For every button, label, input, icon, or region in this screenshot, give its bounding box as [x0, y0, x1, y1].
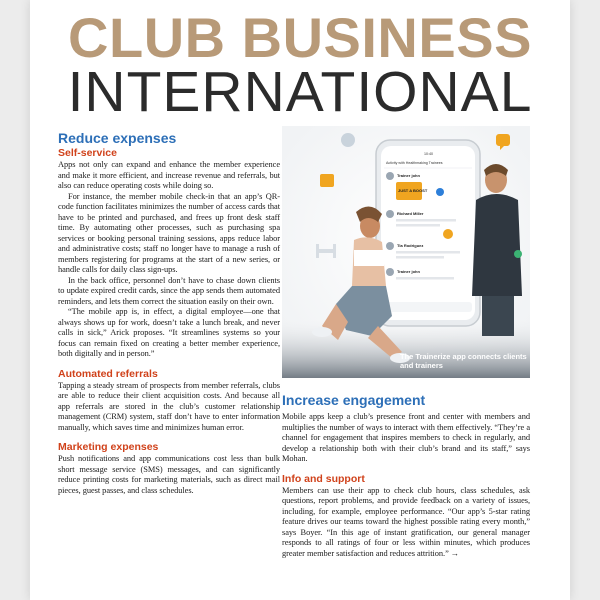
avatar-bubble-icon: [341, 133, 355, 147]
photo-illustration: [282, 126, 530, 378]
right-column: [282, 392, 530, 559]
self-service-paragraph-4: “The mobile app is, in effect, a digital employee—one that always shows up for work, doesn’t take a lunch break, and never calls in sick,” Arick proposes. “It streamlines systems so your focus can remain fixed on creating a better member experience, both digitally and in person.”: [58, 307, 280, 358]
masthead: [30, 0, 570, 125]
feed-name-2: Richard Miller: [397, 211, 424, 216]
calendar-icon: [320, 174, 334, 187]
automated-referrals-paragraph: Tapping a steady stream of prospects from member referrals, clubs are able to reduce their client acquisition costs. And because all app referrals are stored in the club’s customer relationship management (CRM) system, staff don’t have to enter information manually, which saves time and minimizes human error.: [58, 380, 280, 432]
automated-referrals-subheading: Automated referrals: [58, 367, 158, 380]
phone-mockup: [376, 140, 480, 326]
increase-engagement-heading: Increase engagement: [282, 392, 426, 408]
feed-avatar: [386, 268, 394, 276]
masthead-international: INTERNATIONAL: [67, 60, 533, 124]
masthead-club-business: CLUB BUSINESS: [68, 6, 532, 69]
phone-header: Activity with Healthmaking Trainees: [386, 161, 443, 165]
reduce-expenses-heading: Reduce expenses: [58, 130, 177, 146]
increase-engagement-paragraph: Mobile apps keep a club’s presence front and center with members and multiplies the number of ways to interact with them effectively. “They’re a channel for engagement that inspires members to check in regularly, and develop a relationship both with their club’s brand and its staff,” says Mohan.: [282, 412, 530, 463]
marketing-expenses-paragraph: Push notifications and app communications cost less than bulk short message service (SMS) messages, and can significantly reduce printing costs for marketing materials, such as direct mail pieces, guest passes, and class schedules.: [58, 454, 280, 495]
self-service-paragraph-1: Apps not only can expand and enhance the member experience and make it more efficient, and increase revenue and referrals, but also can reduce operating costs while doing so.: [58, 160, 280, 190]
photo-caption: The Trainerize app connects clients and trainers: [400, 352, 527, 370]
feed-name-4: Trainer john: [397, 269, 420, 274]
magazine-page: [30, 0, 570, 600]
marketing-expenses-subheading: Marketing expenses: [58, 441, 159, 453]
info-and-support-paragraph: [282, 486, 530, 560]
boost-badge-text: JUST A BOOST: [398, 188, 428, 193]
phone-time: 10:40: [424, 152, 433, 156]
info-and-support-subheading: Info and support: [282, 472, 365, 485]
feed-avatar: [386, 210, 394, 218]
trainerize-photo: [282, 126, 530, 378]
feed-avatar: [386, 172, 394, 180]
info-and-support-text: Members can use their app to check club hours, class schedules, ask questions, report problems, and provide feedback on a variety of issues, including, for example, employee performance. “Our app’s 5-star rating feature drives our teams toward the highest possible rating every month,” says Boyer. “In this age of instant gratification, our general manager responds to all ratings of four or less within minutes, which produces greater member satisfaction and reduces attrition.”: [282, 485, 530, 558]
self-service-subheading: Self-service: [58, 147, 117, 159]
feed-name-3: Tia Rodriguez: [397, 243, 424, 248]
self-service-paragraph-3: In the back office, personnel don’t have to chase down clients to update expired credit cards, since the app sends them automated reminders, and lets them correct the situation easily on their own.: [58, 275, 280, 306]
feed-avatar: [386, 242, 394, 250]
self-service-paragraph-2: For instance, the member mobile check-in that an app’s QR-code function facilitates minimizes the number of access cards that have to be printed and purchased, and frees up front desk staff time. By automating other processes, such as purchasing spa services or booking personal training sessions, apps reduce labor and administrative costs; staff no longer have to manage a rush of members registering for programs at the start of a new series, or handle calls for daily class sign-ups.: [58, 191, 280, 274]
continue-arrow-icon: →: [450, 548, 460, 558]
feed-name-1: Trainer john: [397, 173, 420, 178]
left-column: [58, 130, 280, 496]
medal-icon: [443, 229, 453, 239]
like-icon: [514, 250, 522, 258]
boost-icon: [436, 188, 444, 196]
